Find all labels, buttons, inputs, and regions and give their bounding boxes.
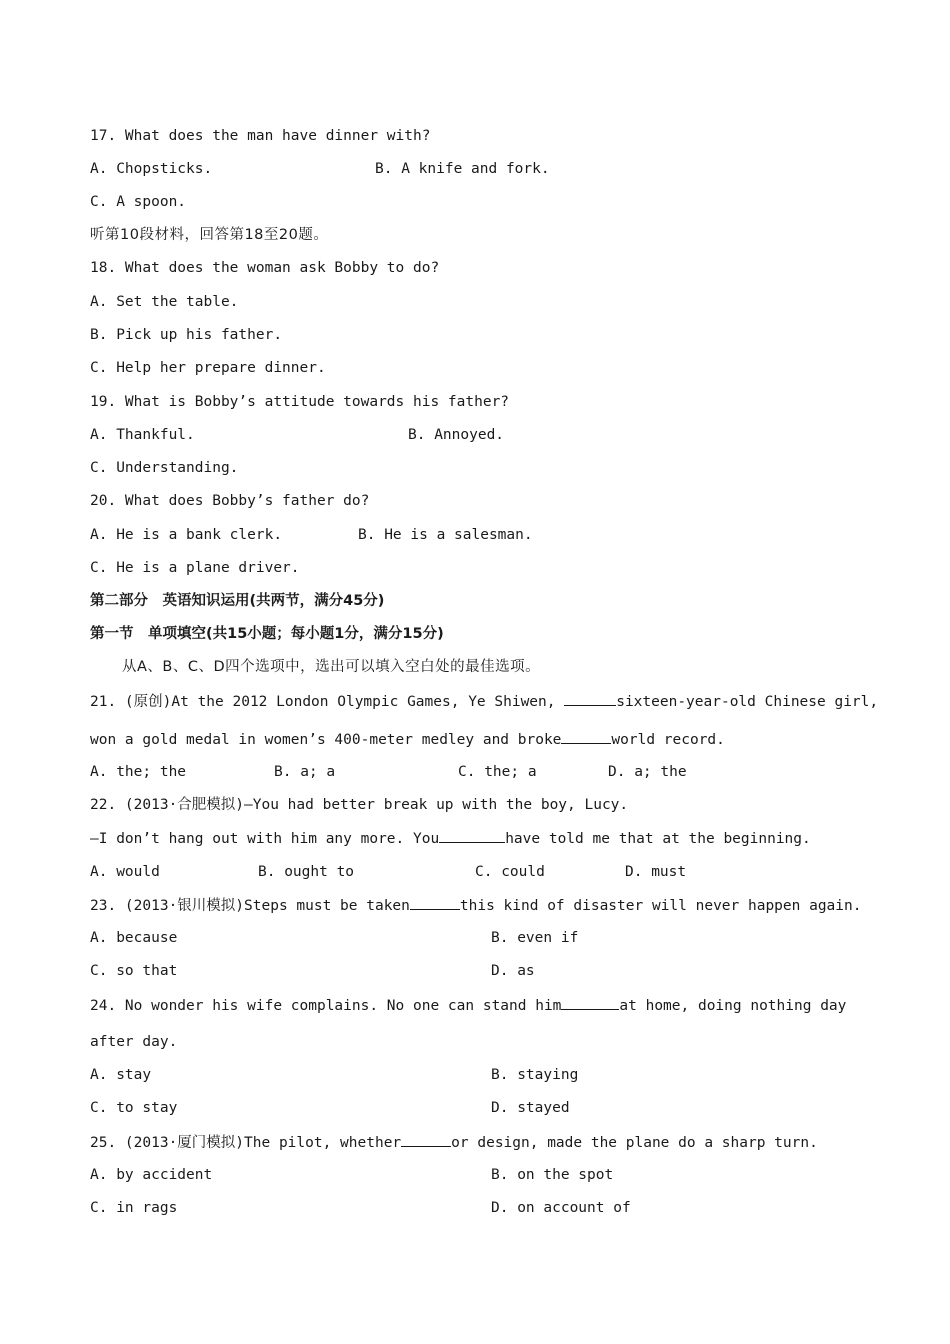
q21-option-b: B. a; a bbox=[274, 764, 336, 780]
q17-option-b: B. A knife and fork. bbox=[375, 161, 550, 177]
q23-option-b: B. even if bbox=[491, 930, 579, 946]
q24-stem-line-2: after day. bbox=[90, 1034, 178, 1050]
q21-text-4: world record. bbox=[611, 732, 725, 748]
q21-text-1: 21. (原创)At the 2012 London Olympic Games, Ye Shiwen, bbox=[90, 694, 565, 710]
q23-option-d: D. as bbox=[491, 963, 535, 979]
q17-stem: 17. What does the man have dinner with? bbox=[90, 128, 431, 144]
q18-option-b: B. Pick up his father. bbox=[90, 327, 283, 343]
q22-text-2: have told me that at the beginning. bbox=[505, 831, 811, 847]
q22-stem-line-2 bbox=[90, 828, 811, 849]
q25-text-2: or design, made the plane do a sharp turn. bbox=[451, 1135, 818, 1151]
q19-option-a: A. Thankful. bbox=[90, 427, 195, 443]
q22-option-d: D. must bbox=[625, 864, 687, 880]
q23-option-c: C. so that bbox=[90, 963, 178, 979]
q19-option-b: B. Annoyed. bbox=[408, 427, 505, 443]
part-2-heading: 第二部分 英语知识运用(共两节，满分45分) bbox=[90, 593, 385, 609]
q17-option-c: C. A spoon. bbox=[90, 194, 187, 210]
q24-option-d: D. stayed bbox=[491, 1100, 570, 1116]
q18-option-c: C. Help her prepare dinner. bbox=[90, 360, 326, 376]
q22-blank bbox=[439, 828, 505, 843]
q23-blank bbox=[410, 895, 460, 910]
q25-option-b: B. on the spot bbox=[491, 1167, 614, 1183]
q21-option-a: A. the; the bbox=[90, 764, 187, 780]
q24-option-c: C. to stay bbox=[90, 1100, 178, 1116]
q19-option-c: C. Understanding. bbox=[90, 460, 239, 476]
q22-option-a: A. would bbox=[90, 864, 160, 880]
q21-blank-2 bbox=[561, 729, 611, 744]
q25-stem bbox=[90, 1132, 818, 1153]
section-1-instruction: 从A、B、C、D四个选项中，选出可以填入空白处的最佳选项。 bbox=[122, 659, 541, 675]
q19-stem: 19. What is Bobby’s attitude towards his father? bbox=[90, 394, 510, 410]
q21-stem-line-2 bbox=[90, 729, 725, 750]
q22-text-1: —I don’t hang out with him any more. You bbox=[90, 831, 440, 847]
q24-text-1: 24. No wonder his wife complains. No one can stand him bbox=[90, 998, 562, 1014]
q23-text-2: this kind of disaster will never happen again. bbox=[459, 898, 862, 914]
q23-option-a: A. because bbox=[90, 930, 178, 946]
q21-text-2: sixteen-year-old Chinese girl, bbox=[616, 694, 879, 710]
q23-text-1: 23. (2013·银川模拟)Steps must be taken bbox=[90, 898, 410, 914]
q21-option-c: C. the; a bbox=[458, 764, 537, 780]
q20-stem: 20. What does Bobby’s father do? bbox=[90, 493, 370, 509]
q22-option-c: C. could bbox=[475, 864, 545, 880]
q21-stem-line-1 bbox=[90, 691, 878, 712]
q20-option-a: A. He is a bank clerk. bbox=[90, 527, 283, 543]
q18-option-a: A. Set the table. bbox=[90, 294, 239, 310]
q25-option-c: C. in rags bbox=[90, 1200, 178, 1216]
q25-option-d: D. on account of bbox=[491, 1200, 631, 1216]
q20-option-c: C. He is a plane driver. bbox=[90, 560, 300, 576]
q18-stem: 18. What does the woman ask Bobby to do? bbox=[90, 260, 440, 276]
q22-option-b: B. ought to bbox=[258, 864, 355, 880]
q24-stem-line-1 bbox=[90, 995, 846, 1016]
q21-blank-1 bbox=[564, 691, 616, 706]
q21-text-3: won a gold medal in women’s 400-meter medley and broke bbox=[90, 732, 562, 748]
q22-stem-line-1: 22. (2013·合肥模拟)—You had better break up with the boy, Lucy. bbox=[90, 797, 629, 813]
q17-option-a: A. Chopsticks. bbox=[90, 161, 213, 177]
q24-option-a: A. stay bbox=[90, 1067, 152, 1083]
section-10-instruction: 听第10段材料，回答第18至20题。 bbox=[90, 227, 329, 243]
q24-option-b: B. staying bbox=[491, 1067, 579, 1083]
q24-blank bbox=[561, 995, 619, 1010]
q25-text-1: 25. (2013·厦门模拟)The pilot, whether bbox=[90, 1135, 402, 1151]
q21-option-d: D. a; the bbox=[608, 764, 687, 780]
q25-blank bbox=[401, 1132, 451, 1147]
q20-option-b: B. He is a salesman. bbox=[358, 527, 533, 543]
q23-stem bbox=[90, 895, 861, 916]
q24-text-2: at home, doing nothing day bbox=[619, 998, 847, 1014]
section-1-heading: 第一节 单项填空(共15小题；每小题1分，满分15分) bbox=[90, 626, 444, 642]
q25-option-a: A. by accident bbox=[90, 1167, 213, 1183]
